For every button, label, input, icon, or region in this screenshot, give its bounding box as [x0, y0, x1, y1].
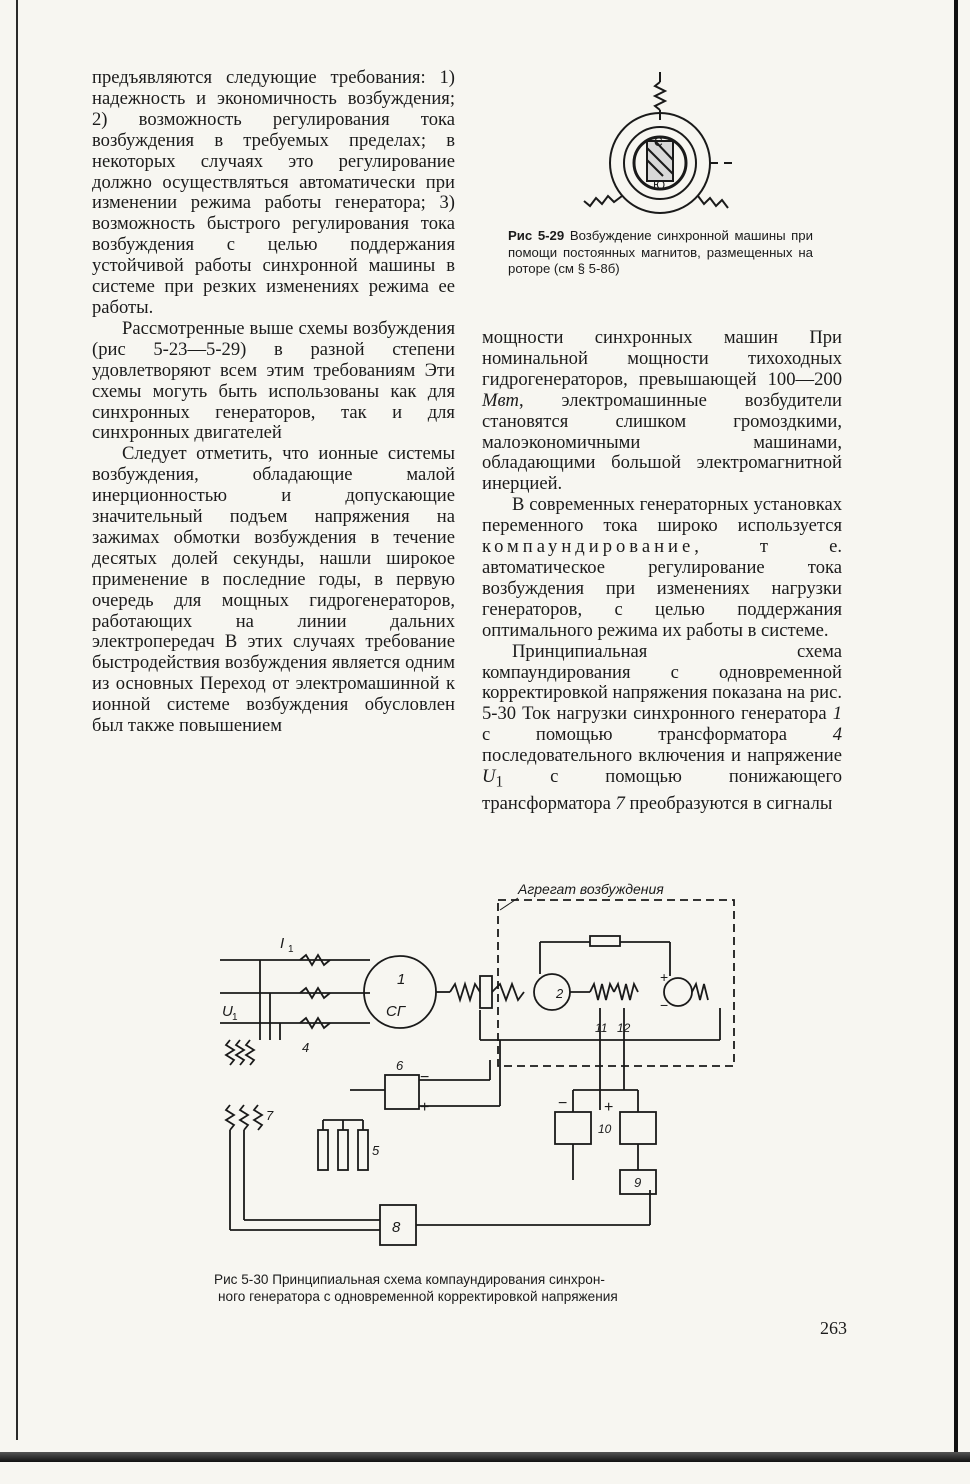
- text-run: , т е. автоматическое регулирование тока возбуждения при изменениях нагрузки генераторов, с целью поддержания оптимального режима их работы в системе.: [482, 536, 842, 641]
- paragraph: Рассмотренные выше схемы возбуждения (рис 5-23—5-29) в разной степени удовлетворяют всем этим требованиям Эти схемы могуть быть использованы как для синхронных генераторов, так и для синхронных двигателей: [92, 317, 455, 444]
- paragraph: [482, 328, 842, 495]
- scan-edge-bottom: [0, 1452, 970, 1462]
- unit-mvt: Мвт: [482, 389, 519, 411]
- label-voltage: U: [222, 1003, 233, 1020]
- text-run: с помощью трансформатора: [482, 724, 788, 746]
- figure-5-30-schematic: [200, 880, 760, 1270]
- label-4: 4: [302, 1040, 310, 1055]
- paragraph: [482, 495, 842, 641]
- symbol-u-sub: 1: [495, 773, 504, 791]
- label-current-sub: 1: [288, 944, 294, 955]
- text-run: , электромашинные возбудители становятся слишком громоздкими, малоэкономичными машинами, обладающими большой электромагнитной инерцией.: [482, 389, 842, 495]
- pole-north-label: С: [654, 135, 663, 149]
- label-voltage-sub: 1: [232, 1012, 238, 1023]
- label-current: I: [280, 935, 285, 952]
- figure-5-29-caption: [508, 228, 813, 278]
- label-2: 2: [556, 986, 564, 1001]
- scan-edge-left: [16, 0, 18, 1440]
- exciter-aggregate-box: [498, 900, 734, 1066]
- ref-transformer-7: 7: [615, 792, 625, 814]
- scan-edge-right: [954, 0, 958, 1460]
- minus-sign: −: [660, 997, 669, 1013]
- paragraph: [482, 642, 842, 815]
- ref-generator: 1: [832, 703, 843, 725]
- page-number: 263: [820, 1318, 847, 1338]
- label-6: 6: [396, 1058, 404, 1073]
- text-run: Принципиальная схема компаундирования с одновременной корректировкой напряжения показана на рис. 5-30 Ток нагрузки синхронного генератора: [482, 640, 842, 725]
- figure-5-30-caption-line: ного генератора с одновременной корректировкой напряжения: [218, 1288, 618, 1304]
- label-12: 12: [617, 1021, 631, 1035]
- figure-5-29-caption-number: Рис 5-29: [508, 228, 565, 243]
- label-8: 8: [392, 1219, 401, 1236]
- figure-5-30-caption: [214, 1272, 754, 1305]
- figure-5-29-caption-text: Возбуждение синхронной машины при помощи постоянных магнитов, размещенных на роторе (см § 5-8б): [508, 228, 814, 276]
- label-7: 7: [266, 1108, 274, 1123]
- plus-sign: +: [660, 969, 669, 985]
- label-11: 11: [595, 1021, 608, 1035]
- left-text-column: [92, 68, 455, 737]
- paragraph: предъявляются следующие требования: 1) надежность и экономичность возбуждения; 2) возможность регулирования тока возбуждения в требуемых пределах; в некоторых случаях это регулирование должно осуществляться автоматически при изменении режима работы генератора; 3) возможность быстрого регулирования тока возбуждения с целью поддержания устойчивой работы синхронной машины в системе при резких изменениях режима ее работы.: [92, 67, 455, 318]
- text-run: преобразуются в сигналы: [629, 792, 833, 814]
- ref-transformer: 4: [832, 724, 842, 746]
- label-5: 5: [372, 1143, 380, 1158]
- text-run: с помощью понижающего трансформатора: [482, 766, 842, 814]
- text-run: В современных генераторных установках переменного тока широко используется: [482, 494, 842, 537]
- spaced-term: компаундирование: [482, 536, 695, 558]
- figure-5-30-caption-line: Рис 5-30 Принципиальная схема компаундирования синхрон-: [214, 1272, 605, 1287]
- text-run: мощности синхронных машин При номинальной мощности тихоходных гидрогенераторов, превышающей 100—200: [482, 327, 842, 390]
- label-aggregate: Агрегат возбуждения: [518, 881, 664, 897]
- generator-number: 1: [397, 971, 406, 988]
- plus-sign: +: [420, 1099, 430, 1116]
- text-run: последовательного включения и напряжение: [482, 745, 842, 767]
- plus-sign: +: [604, 1099, 614, 1116]
- right-text-column: [482, 328, 842, 815]
- symbol-u: U: [482, 766, 496, 788]
- minus-sign: −: [558, 1095, 568, 1112]
- paragraph: Следует отметить, что ионные системы возбуждения, обладающие малой инерционностью и допускающие значительный подъем напряжения на зажимах обмотки возбуждения в течение десятых долей секунды, нашли широкое применение в последние годы, в первую очередь для мощных гидрогенераторов, работающих на линии дальних электропередач В этих случаях требование быстродействия возбуждения является одним из основных Переход от электромашинной к ионной системе возбуждения обусловлен был также повышением: [92, 443, 455, 737]
- label-9: 9: [634, 1175, 642, 1190]
- generator-label: СГ: [386, 1003, 405, 1020]
- figure-5-29-diagram: [578, 68, 748, 228]
- label-10: 10: [598, 1122, 612, 1136]
- pole-south-label: Ю: [653, 178, 666, 192]
- minus-sign: −: [420, 1069, 430, 1086]
